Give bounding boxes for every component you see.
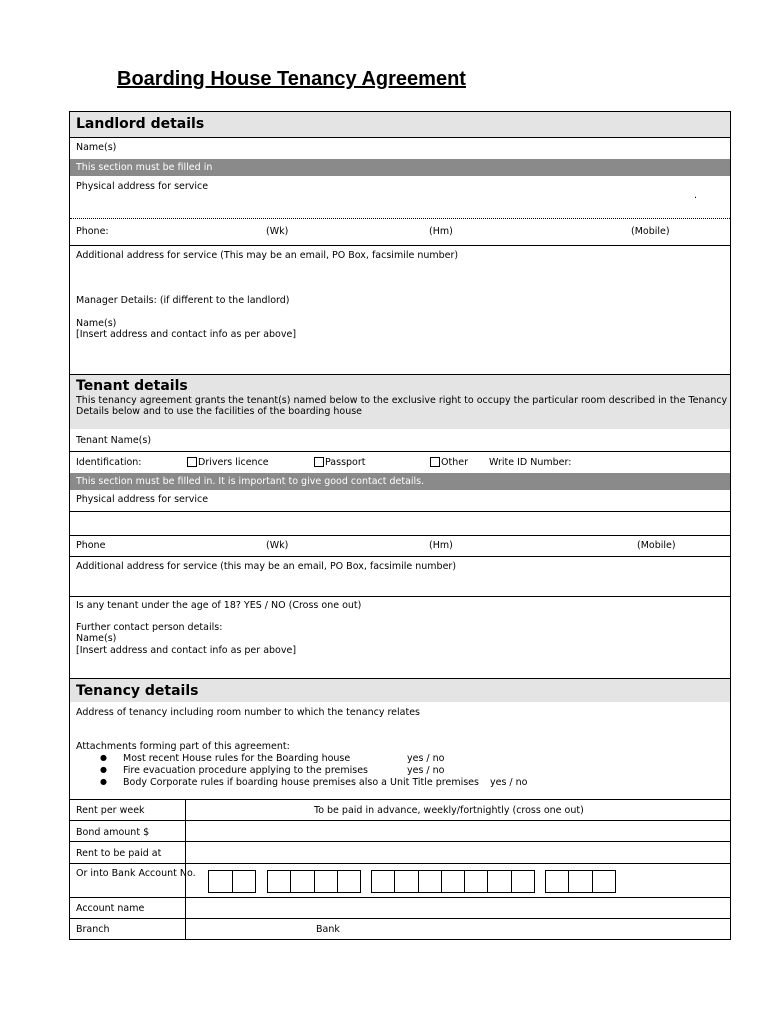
tenant-notice: This section must be filled in. It is important to give good contact details. <box>76 476 425 487</box>
bond-amount-label: Bond amount $ <box>76 827 150 838</box>
bank-account-label: Or into Bank Account No. <box>76 868 196 879</box>
landlord-dot: . <box>694 190 698 201</box>
attachment-house-rules: Most recent House rules for the Boarding house <box>123 753 351 764</box>
tenant-additional-address-label: Additional address for service (this may be an email, PO Box, facsimile number) <box>76 561 457 572</box>
tenant-phone-hm: (Hm) <box>429 540 453 551</box>
drivers-licence-label: Drivers licence <box>198 457 269 468</box>
landlord-additional-address-label: Additional address for service (This may be an email, PO Box, facsimile number) <box>76 250 459 261</box>
branch-label: Branch <box>76 924 110 935</box>
landlord-heading: Landlord details <box>76 116 205 132</box>
tenant-names-label: Tenant Name(s) <box>76 435 152 446</box>
passport-checkbox[interactable] <box>314 457 324 467</box>
further-contact-names-label: Name(s) <box>76 633 117 644</box>
manager-names-label: Name(s) <box>76 318 117 329</box>
tenancy-form <box>69 111 731 940</box>
identification-label: Identification: <box>76 457 142 468</box>
account-number-boxes[interactable] <box>371 870 535 893</box>
bullet-icon: ● <box>100 765 107 774</box>
bank-account-number-boxes[interactable] <box>70 870 730 893</box>
drivers-licence-checkbox[interactable] <box>187 457 197 467</box>
write-id-number-label: Write ID Number: <box>489 457 572 468</box>
landlord-phone-mobile: (Mobile) <box>631 226 670 237</box>
tenant-phone-label: Phone <box>76 540 106 551</box>
further-contact-insert-note: [Insert address and contact info as per above] <box>76 645 297 656</box>
landlord-notice: This section must be filled in <box>76 162 213 173</box>
branch-code-boxes[interactable] <box>267 870 361 893</box>
tenant-age-question: Is any tenant under the age of 18? YES / NO (Cross one out) <box>76 600 362 611</box>
manager-insert-note: [Insert address and contact info as per above] <box>76 329 297 340</box>
tenant-phone-mobile: (Mobile) <box>637 540 676 551</box>
landlord-phone-wk: (Wk) <box>266 226 289 237</box>
bank-label: Bank <box>316 924 340 935</box>
passport-label: Passport <box>325 457 366 468</box>
landlord-physical-address-label: Physical address for service <box>76 181 209 192</box>
tenancy-address-label: Address of tenancy including room number to which the tenancy relates <box>76 707 420 718</box>
attachments-label: Attachments forming part of this agreement: <box>76 741 290 752</box>
landlord-names-label: Name(s) <box>76 142 117 153</box>
tenant-intro-line2: Details below and to use the facilities of the boarding house <box>76 406 363 417</box>
tenant-phone-wk: (Wk) <box>266 540 289 551</box>
suffix-boxes[interactable] <box>545 870 616 893</box>
other-id-label: Other <box>441 457 468 468</box>
bullet-icon: ● <box>100 777 107 786</box>
paid-in-advance-note: To be paid in advance, weekly/fortnightly (cross one out) <box>314 805 584 816</box>
other-id-checkbox[interactable] <box>430 457 440 467</box>
attachment-house-rules-yes-no: yes / no <box>407 753 445 764</box>
tenant-heading: Tenant details <box>76 378 188 394</box>
rent-per-week-label: Rent per week <box>76 805 145 816</box>
rent-paid-at-label: Rent to be paid at <box>76 848 162 859</box>
bullet-icon: ● <box>100 753 107 762</box>
account-name-label: Account name <box>76 903 145 914</box>
tenant-physical-address-label: Physical address for service <box>76 494 209 505</box>
attachment-body-corporate: Body Corporate rules if boarding house premises also a Unit Title premises <box>123 777 479 788</box>
further-contact-label: Further contact person details: <box>76 622 223 633</box>
manager-details-label: Manager Details: (if different to the landlord) <box>76 295 290 306</box>
attachment-fire-evacuation: Fire evacuation procedure applying to the premises <box>123 765 368 776</box>
page-title: Boarding House Tenancy Agreement <box>117 68 466 90</box>
attachment-fire-evacuation-yes-no: yes / no <box>407 765 445 776</box>
tenant-intro-line1: This tenancy agreement grants the tenant(s) named below to the exclusive right to occupy the particular room described in the Tenancy <box>76 395 728 406</box>
attachment-body-corporate-yes-no: yes / no <box>490 777 528 788</box>
tenancy-heading: Tenancy details <box>76 683 199 699</box>
bank-code-boxes[interactable] <box>208 870 256 893</box>
landlord-phone-hm: (Hm) <box>429 226 453 237</box>
landlord-phone-label: Phone: <box>76 226 109 237</box>
